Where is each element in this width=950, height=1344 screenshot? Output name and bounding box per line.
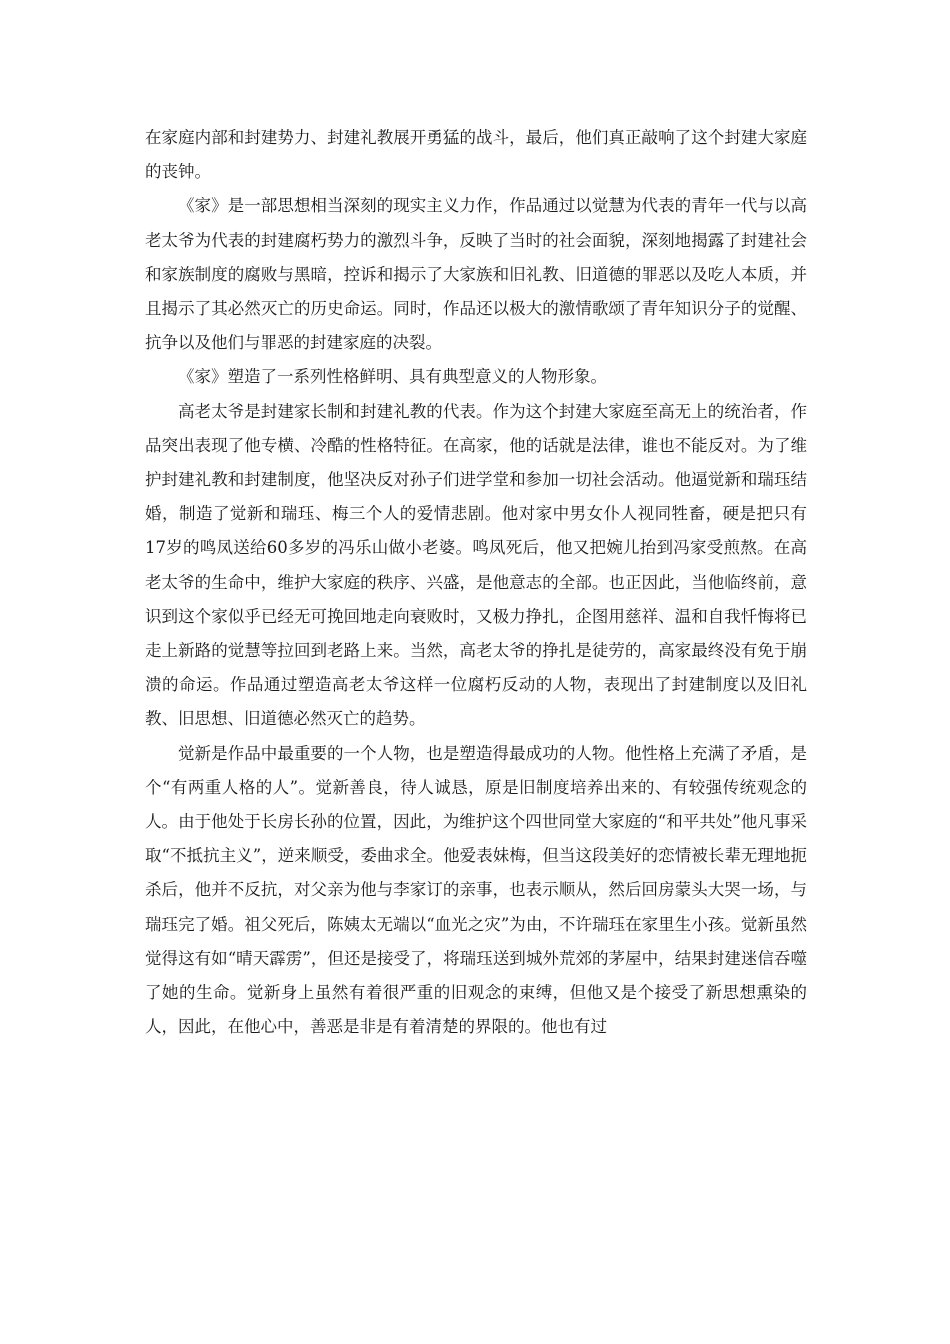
paragraph-characters-intro: 《家》塑造了一系列性格鲜明、具有典型意义的人物形象。 bbox=[178, 367, 607, 387]
body-text bbox=[145, 121, 807, 1044]
paragraph-juexin: 觉新是作品中最重要的一个人物，也是塑造得最成功的人物。他性格上充满了矛盾，是个“有两重人格的人”。觉新善良，待人诚恳，原是旧制度培养出来的、有较强传统观念的人。由于他处于长房长孙的位置，因此，为维护这个四世同堂大家庭的“和平共处”他凡事采取“不抵抗主义”，逆来顺受，委曲求全。他爱表妹梅，但当这段美好的恋情被长辈无理地扼杀后，他并不反抗，对父亲为他与李家订的亲事，也表示顺从，然后回房蒙头大哭一场，与瑞珏完了婚。祖父死后，陈姨太无端以“血光之灾”为由，不许瑞珏在家里生小孩。觉新虽然觉得这有如“晴天霹雳”，但还是接受了，将瑞珏送到城外荒郊的茅屋中，结果封建迷信吞噬了她的生命。觉新身上虽然有着很严重的旧观念的束缚，但他又是个接受了新思想熏染的人，因此，在他心中，善恶是非是有着清楚的界限的。他也有过 bbox=[145, 743, 807, 1037]
paragraph-continued: 在家庭内部和封建势力、封建礼教展开勇猛的战斗，最后，他们真正敲响了这个封建大家庭的丧钟。 bbox=[145, 128, 807, 182]
paragraph-theme: 《家》是一部思想相当深刻的现实主义力作，作品通过以觉慧为代表的青年一代与以高老太爷为代表的封建腐朽势力的激烈斗争，反映了当时的社会面貌，深刻地揭露了封建社会和家族制度的腐败与黑暗，控诉和揭示了大家族和旧礼教、旧道德的罪恶以及吃人本质，并且揭示了其必然灭亡的历史命运。同时，作品还以极大的激情歌颂了青年知识分子的觉醒、抗争以及他们与罪恶的封建家庭的决裂。 bbox=[145, 196, 807, 353]
paragraph-gao-laotaiye: 高老太爷是封建家长制和封建礼教的代表。作为这个封建大家庭至高无上的统治者，作品突出表现了他专横、冷酷的性格特征。在高家，他的话就是法律，谁也不能反对。为了维护封建礼教和封建制度，他坚决反对孙子们进学堂和参加一切社会活动。他逼觉新和瑞珏结婚，制造了觉新和瑞珏、梅三个人的爱情悲剧。他对家中男女仆人视同牲畜，硬是把只有17岁的鸣凤送给60多岁的冯乐山做小老婆。鸣凤死后，他又把婉儿抬到冯家受煎熬。在高老太爷的生命中，维护大家庭的秩序、兴盛，是他意志的全部。也正因此，当他临终前，意识到这个家似乎已经无可挽回地走向衰败时，又极力挣扎，企图用慈祥、温和自我忏悔将已走上新路的觉慧等拉回到老路上来。当然，高老太爷的挣扎是徒劳的，高家最终没有免于崩溃的命运。作品通过塑造高老太爷这样一位腐朽反动的人物，表现出了封建制度以及旧礼教、旧思想、旧道德必然灭亡的趋势。 bbox=[145, 401, 807, 729]
